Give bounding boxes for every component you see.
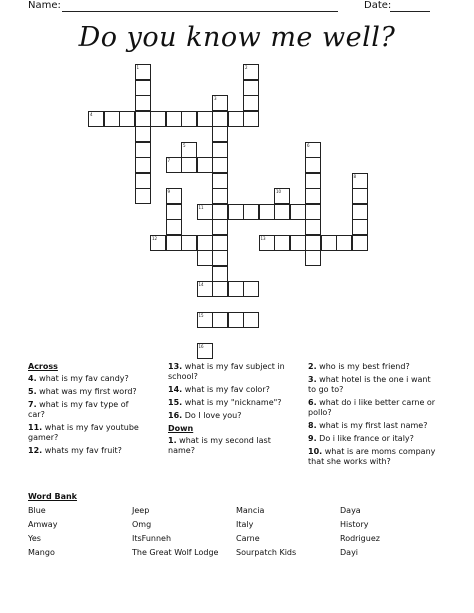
crossword-cell[interactable] (135, 126, 151, 142)
date-label: Date: (364, 0, 392, 11)
word-bank-item: Omg (132, 520, 152, 529)
crossword-cell[interactable] (305, 142, 321, 158)
clue-number: 1 (136, 65, 140, 70)
crossword-cell[interactable] (305, 219, 321, 235)
crossword-cell[interactable] (228, 204, 244, 220)
crossword-cell[interactable] (212, 250, 228, 266)
crossword-cell[interactable] (135, 95, 151, 111)
clue-down-10: 10. what is are moms company that she works with? (308, 447, 436, 466)
clue-across-4: 4. what is my fav candy? (28, 374, 129, 383)
crossword-cell[interactable] (166, 188, 182, 204)
crossword-cell[interactable] (212, 204, 228, 220)
word-bank-item: Italy (236, 520, 254, 529)
clue-across-11: 11. what is my fav youtube gamer? (28, 423, 139, 442)
crossword-cell[interactable] (135, 80, 151, 96)
crossword-cell[interactable] (212, 235, 228, 251)
crossword-cell[interactable] (212, 111, 228, 127)
crossword-cell[interactable] (243, 281, 259, 297)
crossword-cell[interactable] (243, 64, 259, 80)
clue-across-15: 15. what is my "nickname"? (168, 398, 282, 407)
word-bank-item: Rodriguez (340, 534, 380, 543)
crossword-cell[interactable] (150, 235, 166, 251)
crossword-cell[interactable] (197, 343, 213, 359)
crossword-cell[interactable] (104, 111, 120, 127)
crossword-cell[interactable] (181, 235, 197, 251)
crossword-cell[interactable] (305, 157, 321, 173)
word-bank-item: ItsFunneh (132, 534, 172, 543)
crossword-cell[interactable] (181, 157, 197, 173)
clue-number: 5 (183, 142, 186, 148)
crossword-cell[interactable] (212, 126, 228, 142)
word-bank-item: Sourpatch Kids (236, 548, 297, 557)
clue-down-2: 2. who is my best friend? (308, 362, 410, 371)
clue-number: 15 (198, 313, 204, 318)
crossword-cell[interactable] (197, 157, 213, 173)
clue-number: 4 (90, 111, 93, 117)
clue-number: 16 (198, 344, 204, 349)
crossword-cell[interactable] (197, 111, 213, 127)
clue-number: 2 (245, 65, 248, 70)
crossword-cell[interactable] (197, 281, 213, 297)
crossword-cell[interactable] (166, 157, 182, 173)
crossword-cell[interactable] (305, 204, 321, 220)
crossword-cell[interactable] (352, 219, 368, 235)
clue-number: 10 (276, 189, 282, 194)
down-heading: Down (168, 424, 194, 433)
word-bank-item: Carne (236, 534, 260, 543)
crossword-cell[interactable] (212, 219, 228, 235)
crossword-cell[interactable] (181, 142, 197, 158)
crossword-cell[interactable] (197, 204, 213, 220)
date-field[interactable] (390, 11, 430, 12)
crossword-cell[interactable] (197, 235, 213, 251)
crossword-cell[interactable] (321, 235, 337, 251)
crossword-cell[interactable] (243, 204, 259, 220)
crossword-cell[interactable] (352, 204, 368, 220)
clue-across-7: 7. what is my fav type of car? (28, 400, 129, 419)
crossword-cell[interactable] (305, 235, 321, 251)
crossword-cell[interactable] (212, 95, 228, 111)
word-bank-heading: Word Bank (28, 492, 78, 501)
crossword-cell[interactable] (212, 173, 228, 189)
clue-down-9: 9. Do i like france or italy? (308, 434, 414, 443)
crossword-cell[interactable] (274, 188, 290, 204)
crossword-cell[interactable] (197, 312, 213, 328)
crossword-cell[interactable] (212, 266, 228, 282)
crossword-cell[interactable] (336, 235, 352, 251)
crossword-cell[interactable] (290, 235, 306, 251)
crossword-cell[interactable] (243, 111, 259, 127)
crossword-cell[interactable] (305, 250, 321, 266)
crossword-cell[interactable] (212, 188, 228, 204)
word-bank-item: Yes (28, 534, 41, 543)
clue-number: 9 (167, 189, 171, 194)
crossword-cell[interactable] (212, 142, 228, 158)
clue-number: 11 (198, 204, 204, 210)
crossword-cell[interactable] (228, 111, 244, 127)
word-bank-item: History (340, 520, 369, 529)
crossword-cell[interactable] (352, 173, 368, 189)
word-bank-item: Jeep (132, 506, 150, 515)
clue-across-12: 12. whats my fav fruit? (28, 446, 122, 455)
clue-number: 13 (260, 235, 266, 241)
clue-down-8: 8. what is my first last name? (308, 421, 428, 430)
clue-number: 8 (353, 173, 357, 179)
crossword-cell[interactable] (135, 111, 151, 127)
crossword-cell[interactable] (243, 312, 259, 328)
crossword-cell[interactable] (274, 204, 290, 220)
clues-column-1 (28, 362, 146, 459)
crossword-cell[interactable] (135, 157, 151, 173)
crossword-cell[interactable] (135, 173, 151, 189)
crossword-cell[interactable] (243, 80, 259, 96)
crossword-cell[interactable] (290, 204, 306, 220)
clue-down-1: 1. what is my second last name? (168, 436, 271, 455)
crossword-cell[interactable] (352, 235, 368, 251)
crossword-cell[interactable] (212, 312, 228, 328)
crossword-cell[interactable] (259, 235, 275, 251)
clue-across-16: 16. Do I love you? (168, 411, 242, 420)
page-title: Do you know me well? (78, 22, 396, 53)
name-field[interactable] (62, 11, 338, 12)
clues-column-3 (308, 362, 436, 470)
crossword-cell[interactable] (166, 235, 182, 251)
crossword-cell[interactable] (119, 111, 135, 127)
crossword-cell[interactable] (228, 281, 244, 297)
crossword-cell[interactable] (305, 173, 321, 189)
clue-across-13: 13. what is my fav subject in school? (168, 362, 285, 381)
crossword-cell[interactable] (212, 281, 228, 297)
crossword-cell[interactable] (135, 142, 151, 158)
crossword-cell[interactable] (166, 219, 182, 235)
crossword-cell[interactable] (135, 188, 151, 204)
crossword-cell[interactable] (274, 235, 290, 251)
crossword-cell[interactable] (197, 250, 213, 266)
word-bank-item: Amway (28, 520, 58, 529)
word-bank-item: The Great Wolf Lodge (132, 548, 219, 557)
name-label: Name: (28, 0, 61, 11)
clue-across-5: 5. what was my first word? (28, 387, 137, 396)
clue-number: 12 (152, 235, 158, 241)
crossword-cell[interactable] (352, 188, 368, 204)
clue-number: 6 (307, 142, 310, 148)
word-bank-item: Dayi (340, 548, 359, 557)
word-bank-item: Daya (340, 506, 361, 515)
word-bank-item: Mancia (236, 506, 265, 515)
clue-number: 7 (167, 158, 171, 163)
worksheet-header (0, 0, 474, 14)
crossword-cell[interactable] (88, 111, 104, 127)
clue-number: 3 (214, 96, 217, 101)
crossword-cell[interactable] (305, 188, 321, 204)
crossword-cell[interactable] (166, 111, 182, 127)
crossword-cell[interactable] (212, 157, 228, 173)
crossword-cell[interactable] (228, 312, 244, 328)
across-heading: Across (28, 362, 58, 371)
clue-number: 14 (198, 282, 204, 287)
crossword-cell[interactable] (259, 204, 275, 220)
clue-down-6: 6. what do i like better carne or pollo? (308, 398, 436, 417)
clue-across-14: 14. what is my fav color? (168, 385, 270, 394)
crossword-cell[interactable] (243, 95, 259, 111)
crossword-cell[interactable] (166, 204, 182, 220)
clue-down-3: 3. what hotel is the one i want to go to? (308, 375, 431, 394)
crossword-cell[interactable] (150, 111, 166, 127)
clues-column-2 (168, 362, 296, 459)
word-bank-item: Blue (28, 506, 46, 515)
crossword-cell[interactable] (181, 111, 197, 127)
word-bank-item: Mango (28, 548, 55, 557)
crossword-cell[interactable] (135, 64, 151, 80)
